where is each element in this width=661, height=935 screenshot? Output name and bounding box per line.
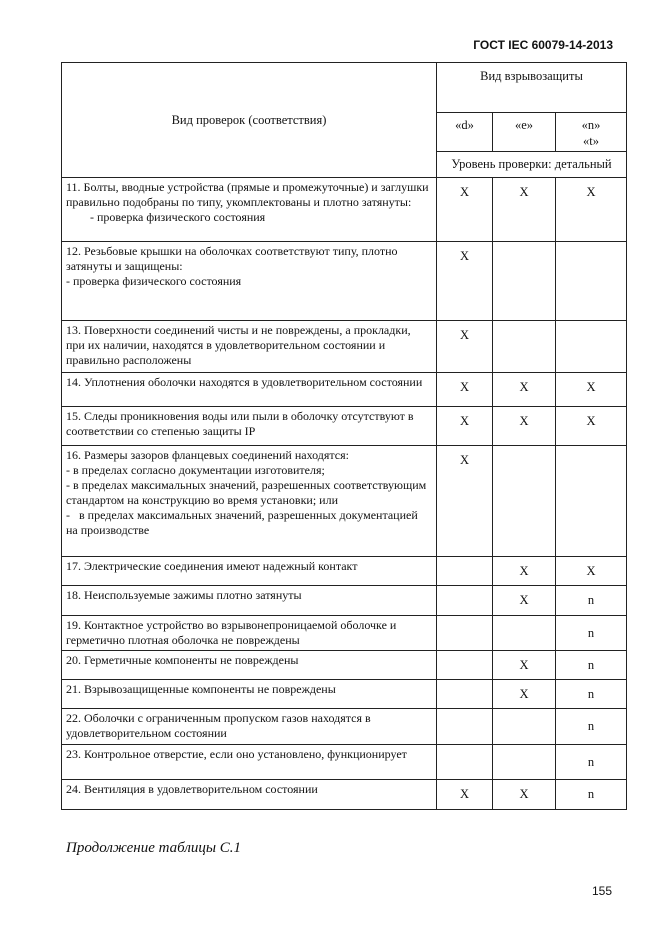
mark-n: X xyxy=(556,557,627,586)
check-description: 18. Неиспользуемые зажимы плотно затянуты xyxy=(62,586,437,616)
table-continuation-caption: Продолжение таблицы С.1 xyxy=(66,840,242,856)
mark-d xyxy=(437,616,493,651)
table-row xyxy=(62,745,627,780)
table-row xyxy=(62,709,627,745)
mark-e xyxy=(493,321,556,373)
mark-d: X xyxy=(437,373,493,407)
table-row xyxy=(62,616,627,651)
mark-n: n xyxy=(556,709,627,745)
table-row xyxy=(62,680,627,709)
check-description: 22. Оболочки с ограниченным пропуском газов находятся в удовлетворительном состоянии xyxy=(62,709,437,745)
mark-n: X xyxy=(556,373,627,407)
mark-n: n xyxy=(556,745,627,780)
mark-d: X xyxy=(437,780,493,810)
check-description: 19. Контактное устройство во взрывонепроницаемой оболочке и герметично плотная оболочка не повреждены xyxy=(62,616,437,651)
mark-n: n xyxy=(556,616,627,651)
mark-d: X xyxy=(437,242,493,321)
header-check-kind: Вид проверок (соответствия) xyxy=(62,63,437,178)
table-row xyxy=(62,321,627,373)
table-row xyxy=(62,557,627,586)
table-header-row-1 xyxy=(62,63,627,113)
mark-d: X xyxy=(437,178,493,242)
header-protection-e: «e» xyxy=(493,113,556,152)
mark-e: X xyxy=(493,780,556,810)
mark-d xyxy=(437,557,493,586)
document-standard-header: ГОСТ IEC 60079-14-2013 xyxy=(473,38,613,52)
check-description: 21. Взрывозащищенные компоненты не повреждены xyxy=(62,680,437,709)
header-protection-type: Вид взрывозащиты xyxy=(437,63,627,113)
mark-d: X xyxy=(437,446,493,557)
check-description: 14. Уплотнения оболочки находятся в удовлетворительном состоянии xyxy=(62,373,437,407)
check-description: 13. Поверхности соединений чисты и не повреждены, а прокладки, при их наличии, находятся в удовлетворительном состоянии и правильно расположены xyxy=(62,321,437,373)
mark-e: X xyxy=(493,557,556,586)
mark-e: X xyxy=(493,680,556,709)
mark-e xyxy=(493,242,556,321)
check-description: 15. Следы проникновения воды или пыли в оболочку отсутствуют в соответствии со степенью защиты IP xyxy=(62,407,437,446)
check-description: 24. Вентиляция в удовлетворительном состоянии xyxy=(62,780,437,810)
check-description: 23. Контрольное отверстие, если оно установлено, функционирует xyxy=(62,745,437,780)
check-description: 11. Болты, вводные устройства (прямые и промежуточные) и заглушки правильно подобраны по типу, укомплектованы и плотно затянуты: - проверка физического состояния xyxy=(62,178,437,242)
mark-d xyxy=(437,586,493,616)
mark-d xyxy=(437,651,493,680)
check-description: 16. Размеры зазоров фланцевых соединений находятся: - в пределах согласно документации изготовителя; - в пределах максимальных значений, разрешенных соответствующим стандартом на конструкцию во время установки; или - в пределах максимальных значений, разрешенных документацией на производстве xyxy=(62,446,437,557)
table-row xyxy=(62,586,627,616)
mark-n: X xyxy=(556,178,627,242)
mark-n: n xyxy=(556,651,627,680)
header-inspection-level: Уровень проверки: детальный xyxy=(437,152,627,178)
mark-n xyxy=(556,321,627,373)
table-row xyxy=(62,242,627,321)
header-protection-d: «d» xyxy=(437,113,493,152)
mark-e xyxy=(493,709,556,745)
mark-e: X xyxy=(493,178,556,242)
header-protection-n-t: «n» «t» xyxy=(556,113,627,152)
table-row xyxy=(62,373,627,407)
table-row xyxy=(62,178,627,242)
mark-n: n xyxy=(556,780,627,810)
mark-e: X xyxy=(493,586,556,616)
mark-d xyxy=(437,745,493,780)
mark-e xyxy=(493,616,556,651)
mark-d xyxy=(437,680,493,709)
check-description: 12. Резьбовые крышки на оболочках соответствуют типу, плотно затянуты и защищены: - проверка физического состояния xyxy=(62,242,437,321)
mark-d: X xyxy=(437,407,493,446)
inspection-table xyxy=(61,62,627,810)
table-row xyxy=(62,407,627,446)
page-number: 155 xyxy=(591,884,612,898)
mark-d xyxy=(437,709,493,745)
mark-n: n xyxy=(556,586,627,616)
mark-e: X xyxy=(493,651,556,680)
mark-e: X xyxy=(493,373,556,407)
check-description: 17. Электрические соединения имеют надежный контакт xyxy=(62,557,437,586)
mark-d: X xyxy=(437,321,493,373)
table-row xyxy=(62,446,627,557)
mark-n xyxy=(556,446,627,557)
mark-n: X xyxy=(556,407,627,446)
mark-e: X xyxy=(493,407,556,446)
mark-n: n xyxy=(556,680,627,709)
mark-n xyxy=(556,242,627,321)
mark-e xyxy=(493,446,556,557)
table-row xyxy=(62,780,627,810)
check-description: 20. Герметичные компоненты не повреждены xyxy=(62,651,437,680)
mark-e xyxy=(493,745,556,780)
table-row xyxy=(62,651,627,680)
